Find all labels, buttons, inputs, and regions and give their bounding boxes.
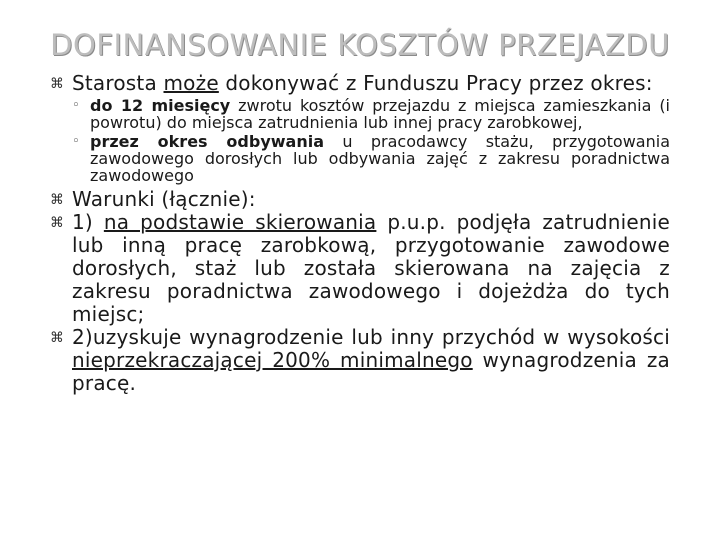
sub-item-duration-text: zwrotu kosztów przejazdu z miejsca zamieszkania (i powrotu) do miejsca zatrudnienia lub innej pracy zarobkowej, bbox=[90, 96, 671, 132]
sub-item-period bbox=[50, 133, 670, 184]
slide-title: DOFINANSOWANIE KOSZTÓW PRZEJAZDU bbox=[50, 28, 670, 62]
condition-1-underlined: na podstawie skierowania bbox=[103, 210, 377, 234]
bullet-icon: ⌘ bbox=[50, 330, 65, 346]
bullet-item-condition-2 bbox=[50, 326, 670, 395]
condition-1-post: p.u.p. podjęła zatrudnienie lub inną pracę zarobkową, przygotowanie zawodowe dorosłych, staż lub została skierowana na zajęcia z zakresu poradnictwa zawodowego i dojeżdża do tych miejsc; bbox=[72, 210, 670, 326]
sub-bullet-icon: ◦ bbox=[72, 134, 80, 149]
intro-text-post: dokonywać z Funduszu Pracy przez okres: bbox=[218, 71, 653, 95]
sub-bullet-icon: ◦ bbox=[72, 98, 80, 113]
slide-content bbox=[50, 72, 670, 395]
bullet-icon: ⌘ bbox=[50, 76, 65, 92]
intro-text-underlined: może bbox=[163, 71, 219, 95]
sub-item-period-text: u pracodawcy stażu, przygotowania zawodowego dorosłych lub odbywania zajęć z zakresu poradnictwa zawodowego bbox=[90, 132, 671, 185]
bullet-item-intro bbox=[50, 72, 670, 95]
bullet-icon: ⌘ bbox=[50, 215, 65, 231]
sub-item-duration-bold: do 12 miesięcy bbox=[90, 96, 231, 115]
conditions-text: Warunki (łącznie): bbox=[72, 187, 256, 211]
bullet-icon: ⌘ bbox=[50, 192, 65, 208]
condition-1-pre: 1) bbox=[72, 210, 104, 234]
condition-2-pre: 2)uzyskuje wynagrodzenie lub inny przychód w wysokości bbox=[72, 325, 670, 349]
sub-item-period-bold: przez okres odbywania bbox=[90, 132, 325, 151]
condition-2-underlined: nieprzekraczającej 200% minimalnego bbox=[72, 348, 473, 372]
bullet-item-condition-1 bbox=[50, 211, 670, 326]
sub-item-duration bbox=[50, 97, 670, 131]
condition-2-post: wynagrodzenia za pracę. bbox=[72, 348, 670, 395]
bullet-item-conditions bbox=[50, 188, 670, 211]
intro-text-pre: Starosta bbox=[72, 71, 164, 95]
